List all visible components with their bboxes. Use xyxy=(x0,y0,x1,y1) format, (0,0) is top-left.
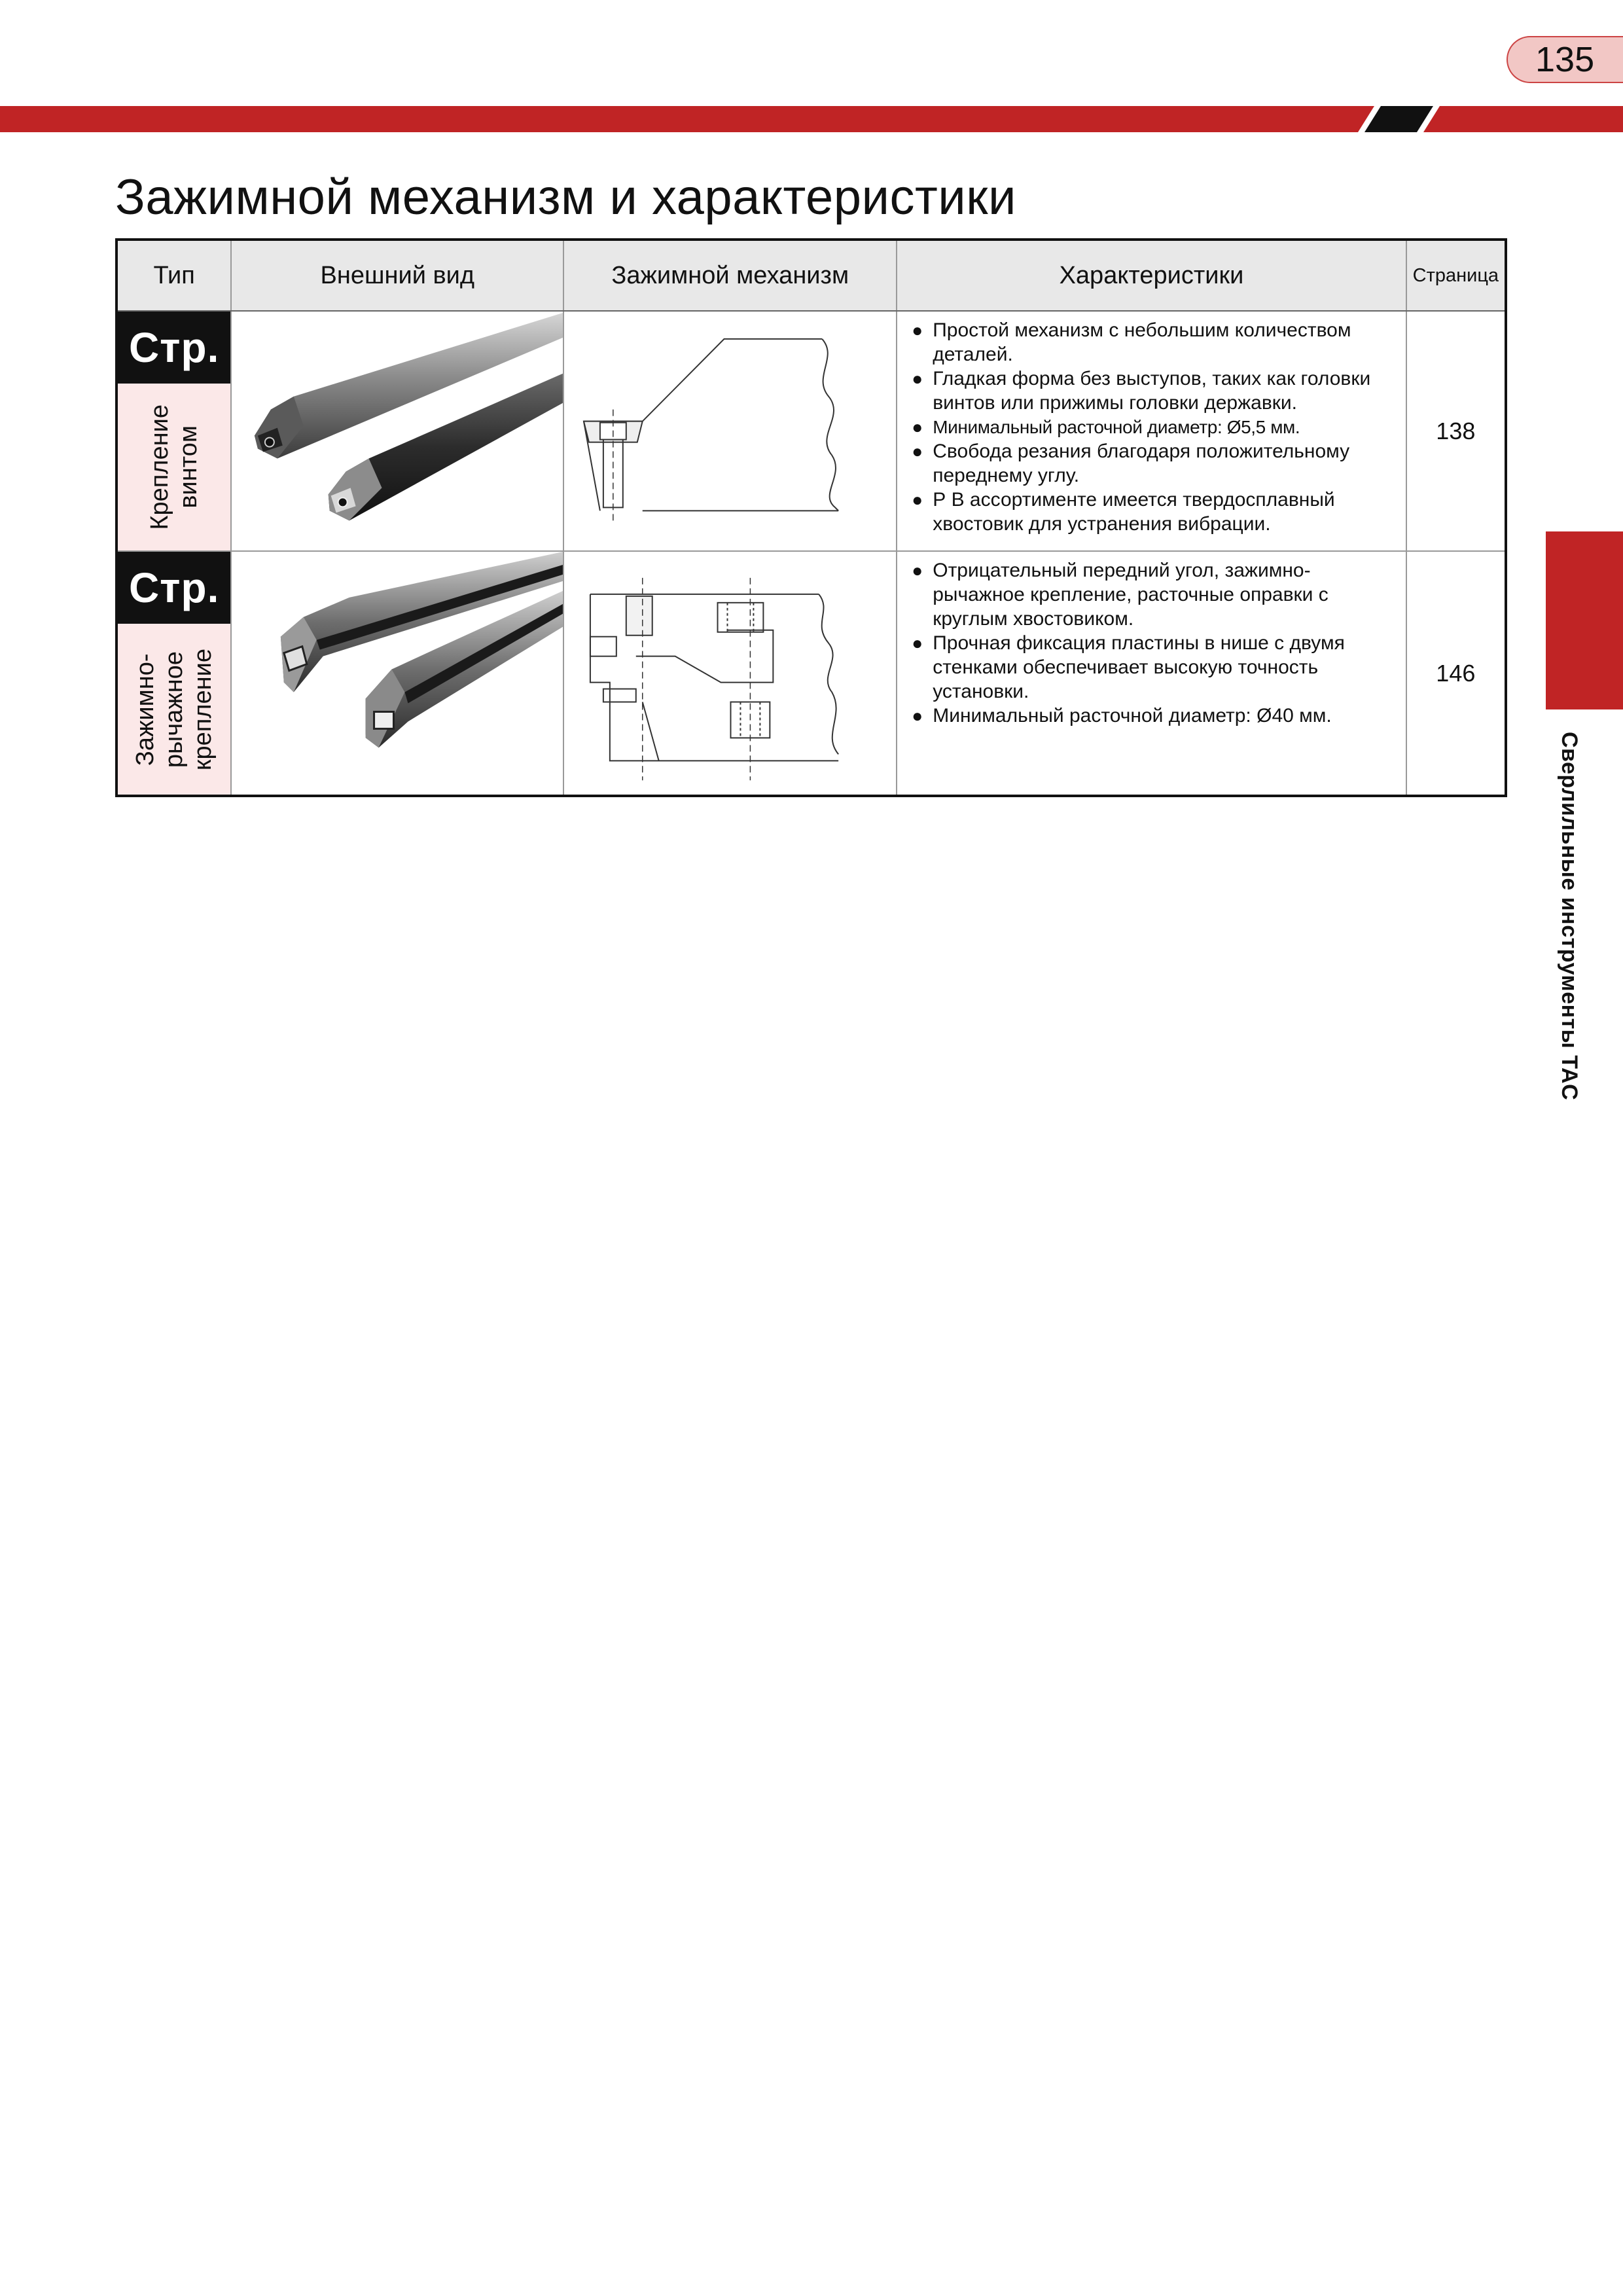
tool-photo xyxy=(231,311,563,551)
type-name: Зажимно- рычажное крепление xyxy=(132,648,217,770)
page-ref[interactable]: 138 xyxy=(1406,311,1506,551)
type-name: Крепление винтом xyxy=(146,404,203,530)
feature-item: ● Свобода резания благодаря положительному переднему углу. xyxy=(912,439,1389,488)
type-cell xyxy=(116,311,231,551)
feature-item: ● Отрицательный передний угол, зажимно-рычажное крепление, расточные оправки с круглым хвостовиком. xyxy=(912,558,1389,631)
header-features: Характеристики xyxy=(897,240,1406,311)
table-header-row xyxy=(116,240,1506,311)
page-title: Зажимной механизм и характеристики xyxy=(115,170,1016,225)
mechanism-drawing xyxy=(563,311,897,551)
page-ref[interactable]: 146 xyxy=(1406,551,1506,796)
feature-item: ● Минимальный расточной диаметр: Ø40 мм. xyxy=(912,704,1389,728)
str-badge: Стр. xyxy=(118,312,230,384)
table-row xyxy=(116,551,1506,796)
features-cell xyxy=(897,551,1406,796)
feature-item: ● Простой механизм с небольшим количеством деталей. xyxy=(912,318,1389,367)
header-appearance: Внешний вид xyxy=(231,240,563,311)
section-tab xyxy=(1546,531,1623,709)
feature-item: ● Минимальный расточной диаметр: Ø5,5 мм. xyxy=(912,415,1389,439)
feature-item: ● Р В ассортименте имеется твердосплавный хвостовик для устранения вибрации. xyxy=(912,488,1389,536)
header-page: Страница xyxy=(1406,240,1506,311)
header-type: Тип xyxy=(116,240,231,311)
page-number: 135 xyxy=(1507,36,1623,83)
str-badge: Стр. xyxy=(118,552,230,624)
header-band xyxy=(0,106,1623,132)
feature-item: ● Прочная фиксация пластины в нише с двумя стенками обеспечивает высокую точность установки. xyxy=(912,631,1389,704)
header-mechanism: Зажимной механизм xyxy=(563,240,897,311)
mechanism-drawing xyxy=(563,551,897,796)
tool-photo xyxy=(231,551,563,796)
table-row xyxy=(116,311,1506,551)
clamping-table xyxy=(115,238,1507,797)
features-cell xyxy=(897,311,1406,551)
feature-item: ● Гладкая форма без выступов, таких как головки винтов или прижимы головки державки. xyxy=(912,367,1389,415)
section-label: Сверлильные инструменты TAC xyxy=(1557,732,1582,1101)
type-cell xyxy=(116,551,231,796)
